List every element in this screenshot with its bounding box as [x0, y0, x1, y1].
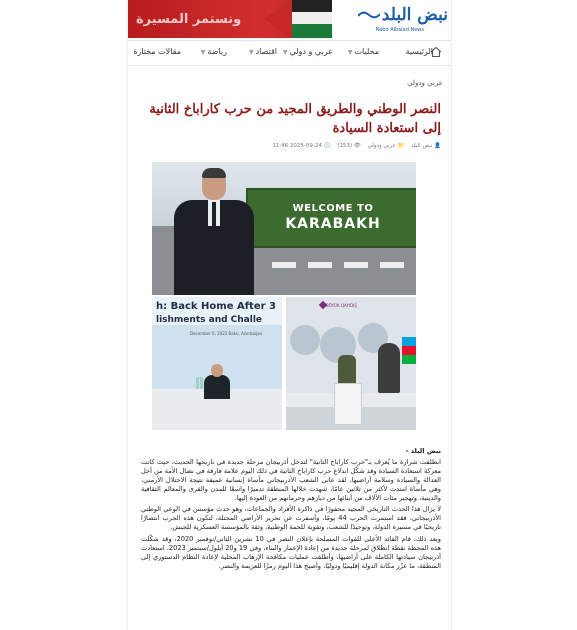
meta-author[interactable]: 👤 نبض البلد — [411, 143, 441, 149]
article-paragraph: وبعد ذلك، قام القائد الأعلى للقوات المسلحة بإعلان النصر في 10 تشرين الثاني/نوفمبر 2020، وقد شكّلت هذه المحطة نقطة انطلاق لمرحلة جديدة من إعادة الإعمار والبناء، وفي 19 و20 أيلول/سبتمبر 2023، استعادت أذربيجان سيادتها الكاملة على أراضيها، وأطلقت عمليات مكافحة الإرهاب المحلية لإعادة النظام الدستوري إلى المنطقة، ما عزّز مكانة الدولة إقليميًا ودوليًا، وأصبح هذا اليوم رمزًا للعزيمة والنصر. — [141, 535, 441, 570]
chevron-down-icon: ▼ — [248, 49, 254, 56]
chevron-down-icon: ▼ — [282, 49, 288, 56]
nav-item-label: عربي و دولي — [289, 47, 333, 56]
flag-green — [402, 355, 416, 364]
nav-item-local[interactable] — [348, 47, 379, 56]
flag-stripe-green — [292, 24, 332, 38]
meta-views-text: (153) — [337, 143, 353, 149]
flag-stripe-white — [292, 12, 332, 24]
nav-item-sports[interactable] — [201, 47, 227, 56]
photo-circle — [290, 325, 320, 355]
speaker-figure — [204, 375, 230, 399]
article-body — [141, 447, 441, 574]
conference-line1: h: Back Home After 3 — [156, 301, 276, 312]
meta-date: 🕒 24-09-2025 11:46 — [272, 143, 331, 149]
road-stripe — [380, 262, 404, 268]
header-banner[interactable] — [128, 0, 332, 38]
nav-item-label: الرئيسية — [405, 47, 433, 56]
meta-category-text: عربي ودولي — [367, 143, 396, 149]
water-bottle — [200, 377, 203, 389]
soldier-silhouette — [378, 343, 400, 393]
event-image — [286, 297, 416, 430]
conference-line3: December 6, 2023 Baku, Azerbaijan — [190, 331, 263, 336]
road-stripe — [308, 262, 332, 268]
water-bottle — [196, 377, 199, 389]
meta-views: 👁 (153) — [337, 143, 361, 149]
nav-item-label: محليات — [354, 47, 379, 56]
meta-category[interactable]: 📁 عربي ودولي — [367, 143, 405, 149]
article-meta — [267, 143, 441, 149]
meta-date-text: 24-09-2025 11:46 — [272, 143, 322, 149]
meta-author-text: نبض البلد — [411, 143, 433, 149]
speaker-head — [211, 364, 223, 377]
nav-item-economy[interactable] — [249, 47, 277, 56]
nav-item-home[interactable] — [405, 47, 433, 56]
site-logo[interactable] — [340, 3, 448, 35]
speaker-figure — [338, 355, 356, 383]
breadcrumb[interactable]: عربي ودولي — [407, 79, 443, 87]
road-stripe — [344, 262, 368, 268]
logo-text: نبض البلد — [381, 5, 448, 25]
flag-red — [402, 346, 416, 355]
nav-item-articles[interactable] — [133, 47, 181, 56]
sign-line2: KARABAKH — [285, 216, 381, 232]
person-tie — [212, 202, 216, 226]
article-paragraph: لا يزال هذا الحدث التاريخي المجيد محفورًا في ذاكرة الأفراد والجماعات، وهو حدث مؤسس في الوعي الوطني الأذربيجاني، فقد استمرت الحرب 44 يومًا، وأسفرت عن تحرير الأراضي المحتلة، لتكون هذه الحرب انتصارًا تاريخيًا في مسيرة الدولة، وتوحيدًا للشعب، وتقوية للحمة الوطنية، وثقة بالمؤسسة العسكرية للجيش. — [141, 505, 441, 532]
chevron-down-icon: ▼ — [200, 49, 206, 56]
flag-stripe-black — [292, 0, 332, 12]
logo-wave-icon — [358, 10, 380, 20]
event-logo-text: BÖYÜK QAYIDIŞ — [326, 303, 357, 308]
sign-line1: WELCOME TO — [292, 203, 374, 214]
banner-slogan: ونستمر المسيرة — [136, 12, 242, 27]
podium — [334, 383, 362, 425]
article-paragraph: انطلقت شرارة ما يُعرف بـ"حرب كاراباخ الثانية" لتدخل أذربيجان مرحلة جديدة في تاريخها الحديث، حيث كانت معركة استعادة السيادة وقد شكّل اندلاع حرب كاراباخ الثانية في ذلك اليوم علامة فارقة في نضال الأمة من أجل العدالة والسيادة وسلامة أراضيها. لقد عانى الشعب الأذربيجاني مأساة إنسانية عميقة نتيجة الاحتلال الأرمني، وهي مأساة امتدت لأكثر من ثلاثين عامًا، شهدت خلالها المنطقة تدميرًا واسعًا للمدن والقرى والمعالم الثقافية والدينية، وتهجير مئات الآلاف من أبنائها من ديارهم وحرمانهم من العودة إليها. — [141, 457, 441, 502]
nav-item-label: مقالات مختارة — [133, 47, 181, 56]
flag-blue — [402, 337, 416, 346]
welcome-sign — [246, 188, 416, 248]
nav-item-label: اقتصاد — [255, 47, 277, 56]
article-byline: نبض البلد - — [405, 447, 441, 455]
nav-item-world[interactable] — [283, 47, 333, 56]
road-stripe — [272, 262, 296, 268]
hero-image — [152, 162, 416, 295]
conference-image — [152, 297, 282, 430]
article-title: النصر الوطني والطريق المجيد من حرب كاراباخ الثانية إلى استعادة السيادة — [149, 102, 441, 136]
nav-item-label: رياضة — [207, 47, 227, 56]
flag-triangle — [264, 0, 292, 38]
main-nav — [128, 40, 451, 66]
page-container — [127, 0, 452, 630]
conference-line2: lishments and Challe — [156, 315, 263, 325]
logo-subtitle: Nabd Albalad News — [375, 27, 424, 33]
person-hair — [202, 168, 226, 178]
chevron-down-icon: ▼ — [347, 49, 353, 56]
